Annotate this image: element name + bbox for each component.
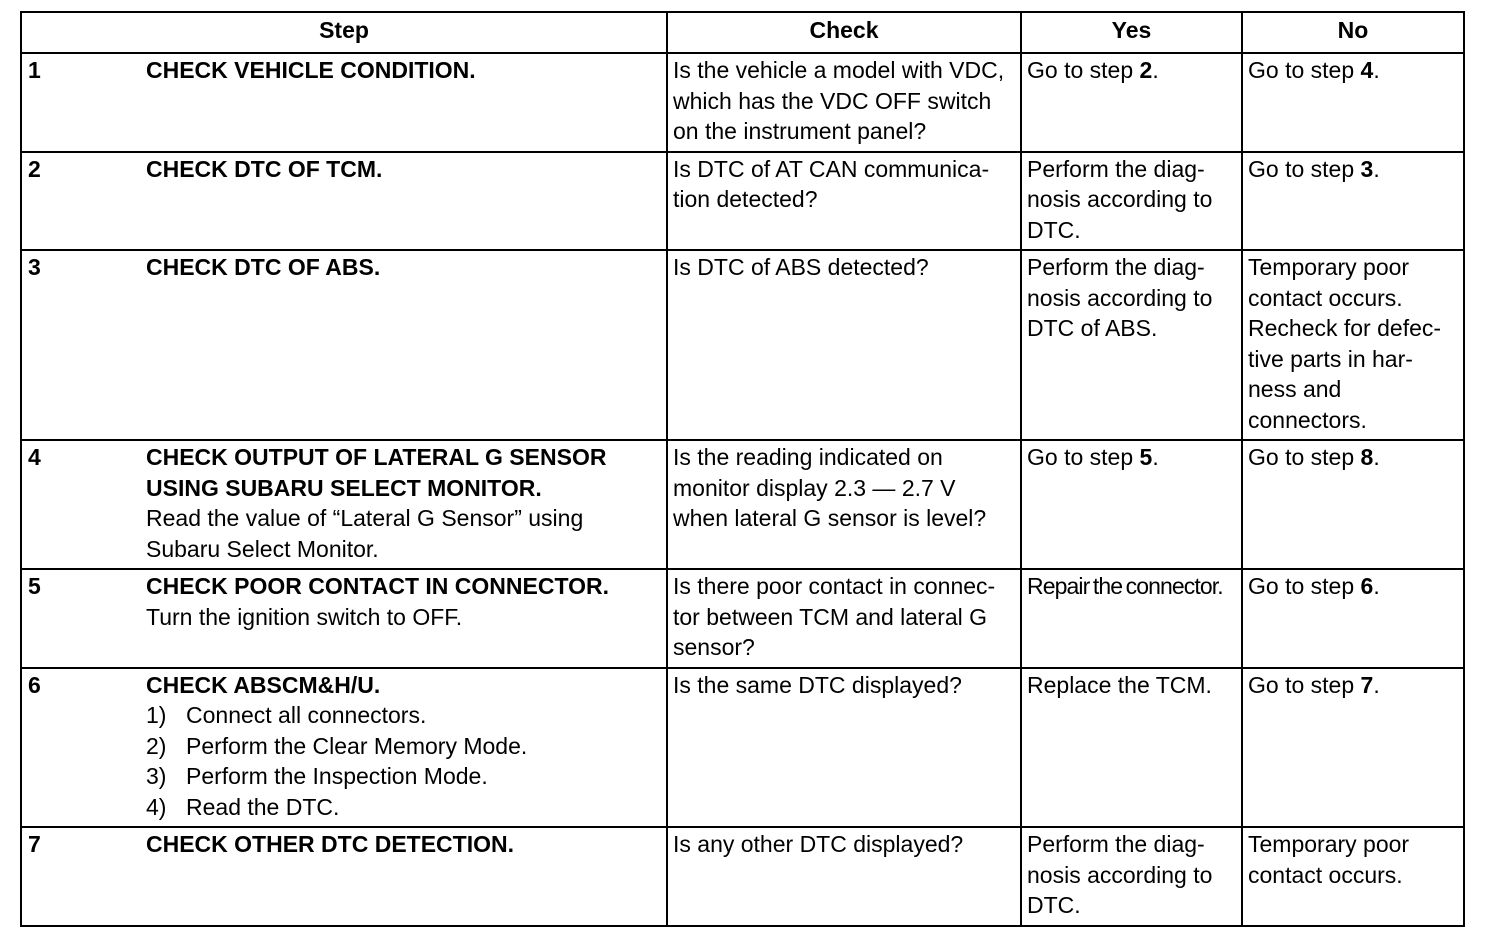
- step-body: [146, 829, 661, 860]
- table-row: [21, 569, 1464, 668]
- substep-item: [146, 761, 661, 792]
- substep-number: 3): [146, 763, 167, 789]
- table-row: [21, 440, 1464, 569]
- yes-step-ref: 2: [1139, 57, 1153, 83]
- no-suffix: .: [1373, 444, 1380, 470]
- no-text: Go to step: [1248, 671, 1361, 698]
- yes-cell: [1021, 569, 1242, 668]
- check-cell: Is any other DTC displayed?: [667, 827, 1021, 926]
- table-body: [21, 53, 1464, 926]
- substep-item: [146, 731, 661, 762]
- check-cell: Is DTC of ABS detected?: [667, 250, 1021, 440]
- no-cell: [1242, 53, 1464, 152]
- step-body: [146, 55, 661, 86]
- step-cell: [21, 53, 667, 152]
- table-row: [21, 250, 1464, 440]
- check-cell: Is the vehicle a model with VDC, which has the VDC OFF switch on the instrument panel?: [667, 53, 1021, 152]
- step-number: 1: [28, 57, 41, 83]
- step-cell: [21, 668, 667, 828]
- step-number: 5: [28, 573, 41, 599]
- yes-cell: [1021, 827, 1242, 926]
- step-body: [146, 154, 661, 185]
- yes-text: Perform the diag- nosis according to DTC.: [1027, 155, 1213, 243]
- no-step-ref: 8: [1360, 444, 1374, 470]
- check-cell: Is the same DTC displayed?: [667, 668, 1021, 828]
- table-row: [21, 668, 1464, 828]
- no-suffix: .: [1373, 155, 1380, 182]
- no-cell: [1242, 668, 1464, 828]
- step-title: CHECK POOR CONTACT IN CONNECTOR.: [146, 573, 609, 599]
- step-cell: [21, 569, 667, 668]
- substep-text: Perform the Clear Memory Mode.: [186, 732, 528, 759]
- yes-text: Replace the TCM.: [1027, 671, 1212, 698]
- yes-cell: [1021, 668, 1242, 828]
- step-number: 2: [28, 155, 41, 182]
- no-text: Go to step: [1248, 155, 1361, 182]
- step-body: [146, 252, 661, 283]
- step-cell: [21, 250, 667, 440]
- substep-text: Connect all connectors.: [186, 702, 427, 728]
- header-yes: Yes: [1021, 12, 1242, 53]
- step-title: CHECK DTC OF TCM.: [146, 155, 383, 182]
- check-cell: Is the reading indicated on monitor display 2.3 — 2.7 V when lateral G sensor is level?: [667, 440, 1021, 569]
- no-step-ref: 6: [1360, 573, 1374, 599]
- yes-text: Repair the connector.: [1027, 573, 1223, 599]
- yes-suffix: .: [1152, 57, 1159, 83]
- no-cell: [1242, 569, 1464, 668]
- substep-text: Read the DTC.: [186, 793, 340, 820]
- substep-number: 1): [146, 702, 167, 728]
- step-title: CHECK OUTPUT OF LATERAL G SENSOR USING SUBARU SELECT MONITOR.: [146, 444, 607, 501]
- table-row: [21, 152, 1464, 251]
- step-title: CHECK ABSCM&H/U.: [146, 671, 381, 698]
- check-cell: Is there poor contact in connec- tor between TCM and lateral G sensor?: [667, 569, 1021, 668]
- substep-number: 2): [146, 732, 167, 759]
- step-title: CHECK VEHICLE CONDITION.: [146, 57, 476, 83]
- no-step-ref: 7: [1360, 671, 1374, 698]
- substep-item: [146, 700, 661, 731]
- table-row: [21, 827, 1464, 926]
- yes-cell: [1021, 152, 1242, 251]
- step-number: 7: [28, 831, 41, 857]
- step-body: [146, 571, 661, 632]
- step-body: [146, 442, 661, 564]
- substep-list: [146, 700, 661, 822]
- check-cell: Is DTC of AT CAN communica- tion detected?: [667, 152, 1021, 251]
- yes-text: Go to step: [1027, 444, 1140, 470]
- header-no: No: [1242, 12, 1464, 53]
- step-cell: [21, 152, 667, 251]
- step-cell: [21, 827, 667, 926]
- diagnostic-table: [20, 11, 1465, 927]
- yes-cell: [1021, 440, 1242, 569]
- step-number: 3: [28, 254, 41, 280]
- yes-text: Perform the diag- nosis according to DTC of ABS.: [1027, 254, 1213, 341]
- step-title: CHECK OTHER DTC DETECTION.: [146, 831, 514, 857]
- no-text: Go to step: [1248, 57, 1361, 83]
- step-title: CHECK DTC OF ABS.: [146, 254, 381, 280]
- no-cell: [1242, 440, 1464, 569]
- yes-text: Go to step: [1027, 57, 1140, 83]
- step-number: 4: [28, 444, 41, 470]
- no-text: Go to step: [1248, 573, 1361, 599]
- no-cell: [1242, 152, 1464, 251]
- no-step-ref: 3: [1360, 155, 1374, 182]
- yes-text: Perform the diag- nosis according to DTC.: [1027, 831, 1213, 918]
- no-text: Go to step: [1248, 444, 1361, 470]
- substep-item: [146, 792, 661, 823]
- no-text: Temporary poor contact occurs.: [1248, 831, 1410, 888]
- header-row: [21, 12, 1464, 53]
- table-row: [21, 53, 1464, 152]
- substep-number: 4): [146, 793, 167, 820]
- no-cell: [1242, 827, 1464, 926]
- yes-step-ref: 5: [1139, 444, 1153, 470]
- no-text: Temporary poor contact occurs. Recheck for defec- tive parts in har- ness and connectors.: [1248, 254, 1442, 433]
- no-suffix: .: [1373, 671, 1380, 698]
- step-body: [146, 670, 661, 823]
- yes-suffix: .: [1152, 444, 1159, 470]
- yes-cell: [1021, 250, 1242, 440]
- header-step: Step: [21, 12, 667, 53]
- no-suffix: .: [1373, 573, 1380, 599]
- step-number: 6: [28, 671, 41, 698]
- step-cell: [21, 440, 667, 569]
- step-procedure: Turn the ignition switch to OFF.: [146, 603, 463, 630]
- substep-text: Perform the Inspection Mode.: [186, 763, 488, 789]
- step-procedure: Read the value of “Lateral G Sensor” using Subaru Select Monitor.: [146, 505, 584, 562]
- no-cell: [1242, 250, 1464, 440]
- header-check: Check: [667, 12, 1021, 53]
- yes-cell: [1021, 53, 1242, 152]
- no-suffix: .: [1373, 57, 1380, 83]
- no-step-ref: 4: [1360, 57, 1374, 83]
